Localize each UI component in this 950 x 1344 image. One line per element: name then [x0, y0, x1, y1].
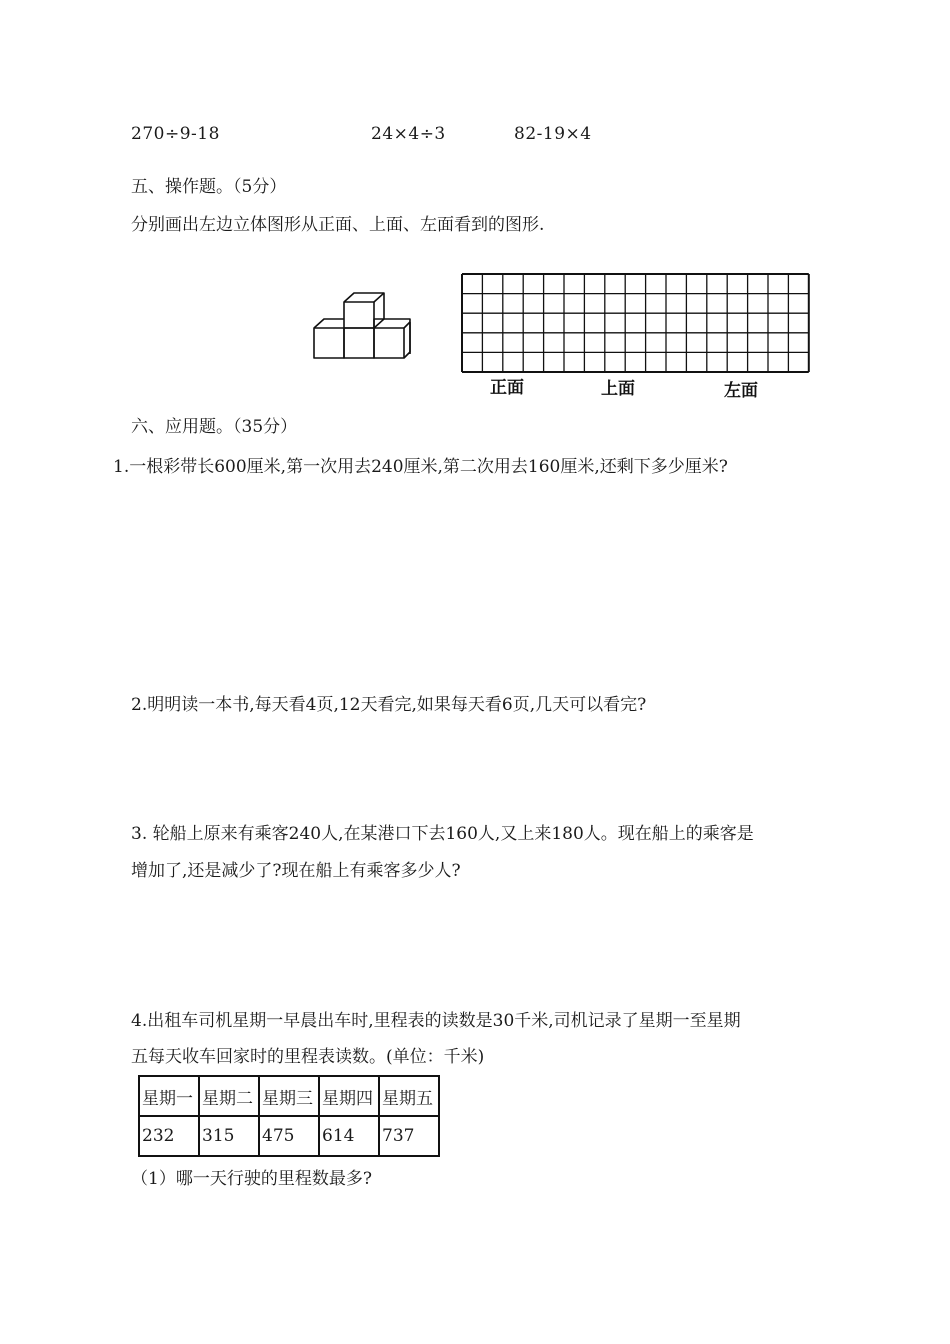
table-header-cell: 星期二: [199, 1076, 259, 1116]
expression-2: 24×4÷3: [371, 124, 446, 144]
table-cell: 475: [259, 1116, 319, 1156]
question-4-subquestion-1: （1）哪一天行驶的里程数最多?: [131, 1169, 372, 1189]
grid-label-left: 左面: [724, 381, 758, 401]
mileage-table: [138, 1075, 440, 1157]
grid-label-top: 上面: [601, 379, 635, 399]
table-row: [139, 1116, 439, 1156]
question-2: 2.明明读一本书,每天看4页,12天看完,如果每天看6页,几天可以看完?: [131, 695, 647, 715]
table-header-cell: 星期四: [319, 1076, 379, 1116]
question-4-line-2: 五每天收车回家时的里程表读数。(单位：千米): [131, 1047, 485, 1067]
section-5-heading: 五、操作题。（5分）: [131, 177, 287, 197]
expression-3: 82-19×4: [514, 124, 592, 144]
table-cell: 737: [379, 1116, 439, 1156]
section-6-heading: 六、应用题。（35分）: [131, 417, 298, 437]
question-4-line-1: 4.出租车司机星期一早晨出车时,里程表的读数是30千米,司机记录了星期一至星期: [131, 1011, 741, 1031]
grid-label-front: 正面: [490, 378, 524, 398]
table-cell: 315: [199, 1116, 259, 1156]
drawing-grid: [458, 270, 814, 406]
question-3-line-1: 3. 轮船上原来有乘客240人,在某港口下去160人,又上来180人。现在船上的乘客是: [131, 824, 754, 844]
table-header-cell: 星期一: [139, 1076, 199, 1116]
table-header-cell: 星期三: [259, 1076, 319, 1116]
table-cell: 232: [139, 1116, 199, 1156]
section-5-instruction: 分别画出左边立体图形从正面、上面、左面看到的图形.: [131, 215, 545, 235]
question-3-line-2: 增加了,还是减少了?现在船上有乘客多少人?: [131, 861, 461, 881]
cube-stack-figure: [310, 292, 416, 360]
question-1: 1.一根彩带长600厘米,第一次用去240厘米,第二次用去160厘米,还剩下多少厘米?: [113, 457, 728, 477]
table-header-cell: 星期五: [379, 1076, 439, 1116]
expression-1: 270÷9-18: [131, 124, 220, 144]
table-header-row: [139, 1076, 439, 1116]
table-cell: 614: [319, 1116, 379, 1156]
